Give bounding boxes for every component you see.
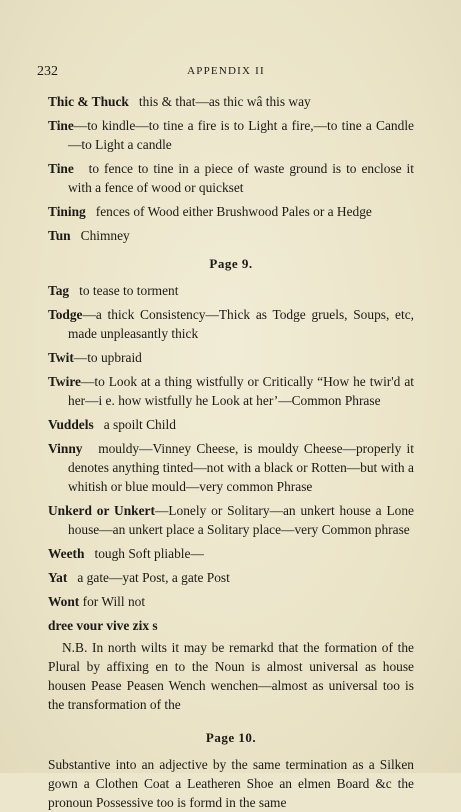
definition: a spoilt Child [103,417,176,432]
definition: to tease to torment [79,283,179,298]
running-title: APPENDIX II [187,65,265,77]
definition: tough Soft pliable— [94,546,204,561]
headword: Thic & Thuck [48,94,129,109]
glossary-entry [48,159,414,197]
glossary-entry [48,226,414,245]
headword: Tining [48,204,86,219]
glossary-entry [48,202,414,221]
glossary-entry [48,544,414,563]
glossary-entry [48,92,414,111]
glossary-entry [48,116,414,154]
glossary-entry [48,568,414,587]
headword: Twit [48,350,74,365]
headword: Unkerd or Unkert [48,503,155,518]
final-paragraph: Substantive into an adjective by the same termination as a Silken gown a Clothen Coat a Leatheren Shoe an elmen Board &c the pronoun Possessive too is formd in the same [48,757,414,810]
glossary-entry [48,281,414,300]
glossary-entry [48,415,414,434]
definition: mouldy—Vinney Cheese, is mouldy Cheese—properly it denotes anything tinted—not with a black or Rotten—but with a whitish or blue mould—very common Phrase [68,441,414,494]
glossary-entry [48,439,414,496]
glossary-entries-page-9 [48,281,414,611]
glossary-entry [48,372,414,410]
glossary-entry [48,305,414,343]
definition: a gate—yat Post, a gate Post [77,570,230,585]
page-number: 232 [37,64,58,79]
definition: for Will not [82,594,146,609]
section-heading-page-9: Page 9. [209,256,253,271]
page-content [48,92,414,812]
section-heading-page-10: Page 10. [205,730,257,745]
glossary-entry [48,501,414,539]
definition: —Lonely or Solitary—an unkert house a Lone house—an unkert place a Solitary place—very Common phrase [68,503,414,537]
definition: this & that—as thic wâ this way [138,94,311,109]
definition: —a thick Consistency—Thick as Todge gruels, Soups, etc, made unpleasantly thick [68,307,414,341]
headword: Wont [48,594,80,609]
headword: Tine [48,161,74,176]
definition: —to upbraid [73,350,142,365]
definition: to fence to tine in a piece of waste ground is to enclose it with a fence of wood or quickset [68,161,414,195]
glossary-entry [48,592,414,611]
headword: Tag [48,283,70,298]
headword: Vuddels [48,417,94,432]
headword: Weeth [48,546,85,561]
definition: —to kindle—to tine a fire is to Light a fire,—to tine a Candle—to Light a candle [68,118,414,152]
glossary-entry [48,348,414,367]
dree-line: dree vour vive zix s [48,618,158,633]
headword: Vinny [48,441,83,456]
headword: Yat [48,570,68,585]
headword: Twire [48,374,81,389]
definition: fences of Wood either Brushwood Pales or a Hedge [95,204,372,219]
headword: Tun [48,228,71,243]
definition: Chimney [80,228,130,243]
glossary-entries-top [48,92,414,245]
headword: Tine [48,118,74,133]
headword: Todge [48,307,83,322]
definition: —to Look at a thing wistfully or Critically “How he twir'd at her—i e. how wistfully he Look at her’—Common Phrase [68,374,414,408]
nb-paragraph: N.B. In north wilts it may be remarkd that the formation of the Plural by affixing en to the Noun is almost universal as house housen Pease Peasen Wench wenchen—almost as universal too is the transformation of the [48,640,414,712]
